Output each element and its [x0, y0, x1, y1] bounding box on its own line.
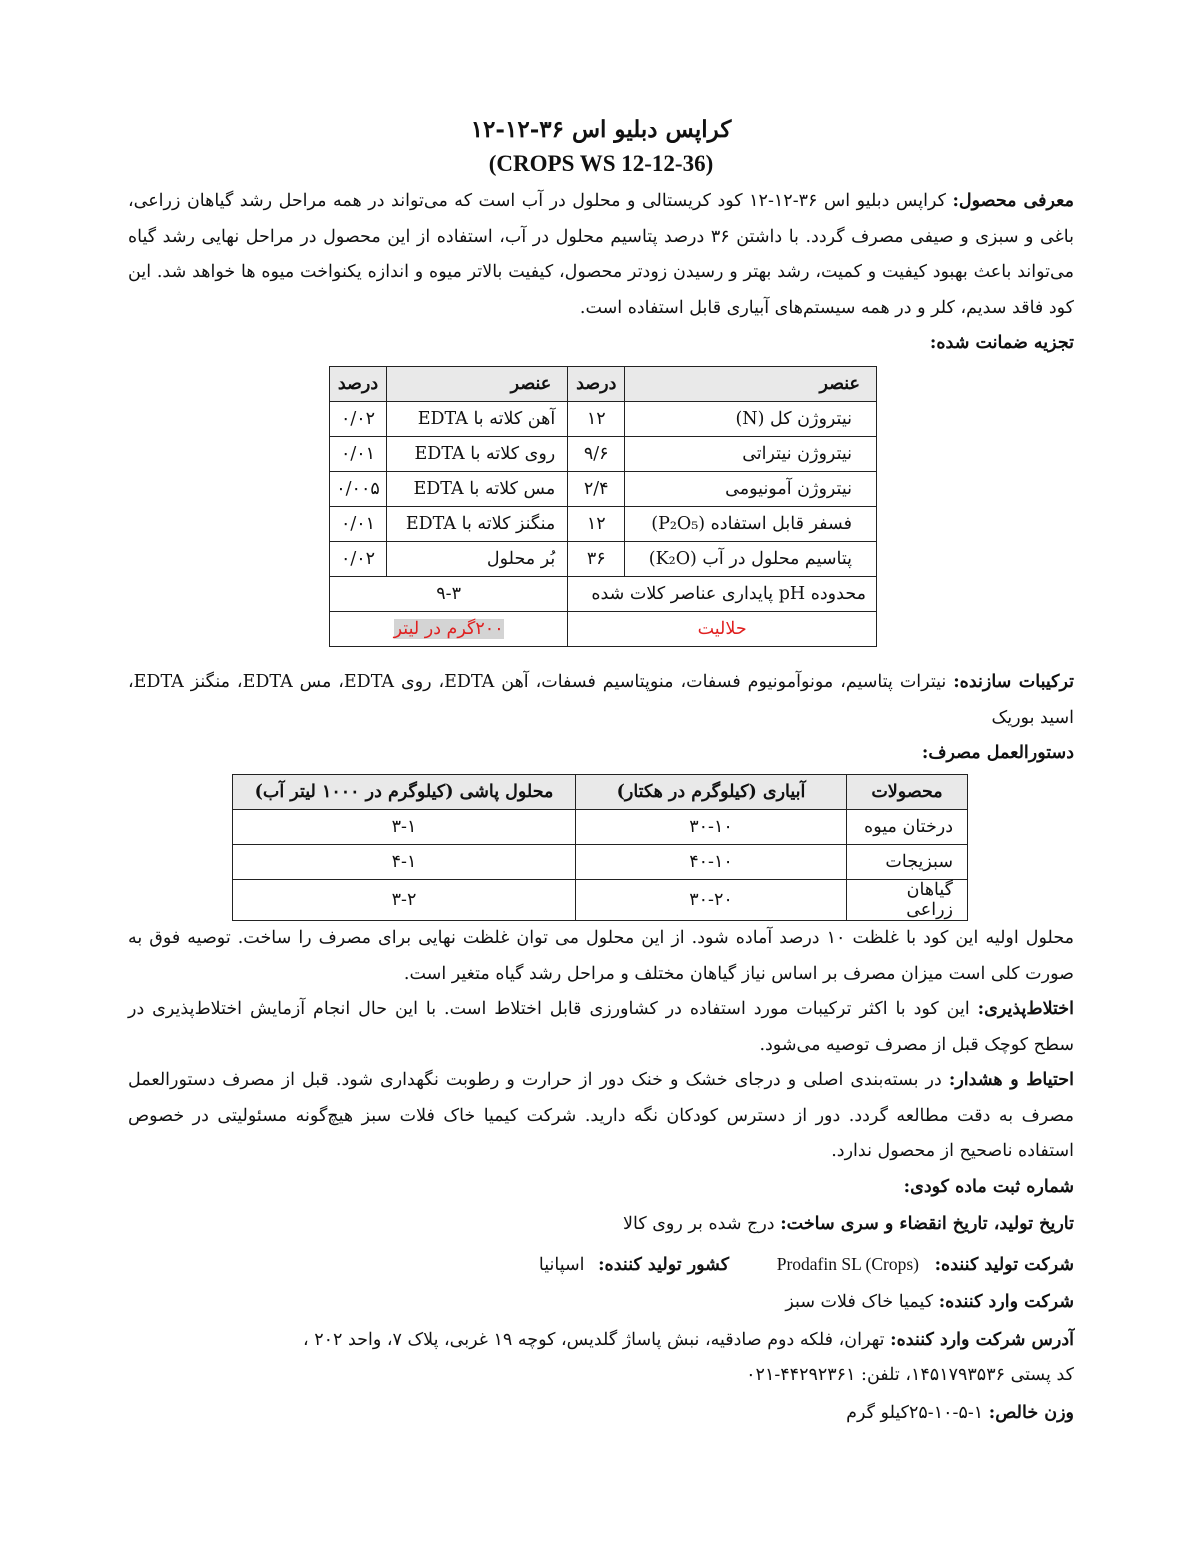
irrigation-cell: ۴۰-۱۰: [576, 845, 847, 880]
intro-paragraph: [128, 184, 1074, 326]
percent-cell: ۰/۰۱: [330, 437, 387, 472]
element-cell: آهن کلاته با EDTA: [387, 402, 568, 437]
element-cell: نیتروژن کل (N): [625, 402, 877, 437]
country-value: اسپانیا: [538, 1254, 585, 1275]
header-element: عنصر: [625, 367, 877, 402]
ph-label: محدوده pH پایداری عناصر کلات شده: [568, 577, 877, 612]
element-cell: منگنز کلاته با EDTA: [387, 507, 568, 542]
composition-label: ترکیبات سازنده:: [953, 672, 1074, 692]
element-cell: نیتروژن آمونیومی: [625, 472, 877, 507]
crop-cell: درختان میوه: [847, 810, 968, 845]
irrigation-cell: ۳۰-۲۰: [576, 880, 847, 921]
header-crops: محصولات: [847, 775, 968, 810]
percent-cell: ۲/۴: [568, 472, 625, 507]
table-header-row: [330, 367, 877, 402]
address-line1: تهران، فلکه دوم صادقیه، نبش پاساژ گلدیس، کوچه ۱۹ غربی، پلاک ۷، واحد ۲۰۲ ،: [303, 1329, 885, 1350]
header-percent: درصد: [330, 367, 387, 402]
element-cell: فسفر قابل استفاده (P₂O₅): [625, 507, 877, 542]
table-row: [330, 437, 877, 472]
address-label: آدرس شرکت وارد کننده:: [890, 1329, 1074, 1350]
table-row: [330, 542, 877, 577]
table-row: [233, 810, 968, 845]
guaranteed-analysis-heading: تجزیه ضمانت شده:: [929, 333, 1074, 353]
manufacturer-label: شرکت تولید کننده:: [934, 1254, 1074, 1275]
header-element: عنصر: [387, 367, 568, 402]
table-row: [233, 880, 968, 921]
percent-cell: ۱۲: [568, 402, 625, 437]
document-page: [128, 112, 1074, 1431]
registration-line: [128, 1170, 1074, 1206]
dates-line: [128, 1207, 1074, 1243]
percent-cell: ۱۲: [568, 507, 625, 542]
ph-row: [330, 577, 877, 612]
caution-text: در بسته‌بندی اصلی و درجای خشک و خنک دور از حرارت و رطوبت نگهداری شود. قبل از مصرف دستورالعمل مصرف به دقت مطالعه گردد. دور از دسترس کودکان نگه دارید. شرکت کیمیا خاک فلات سبز هیچ‌گونه مسئولیتی در خصوص استفاده ناصحیح از محصول ندارد.: [128, 1070, 1074, 1161]
ph-value: ۹-۳: [330, 577, 568, 612]
guaranteed-analysis-table: [329, 366, 877, 647]
table-row: [330, 402, 877, 437]
page-title-en: (CROPS WS 12-12-36): [488, 151, 714, 176]
percent-cell: ۰/۰۲: [330, 402, 387, 437]
manufacturer-line: [128, 1247, 1074, 1284]
weight-line: [128, 1396, 1074, 1432]
importer-value: کیمیا خاک فلات سبز: [785, 1292, 934, 1312]
address-line: [128, 1323, 1074, 1359]
table-header-row: [233, 775, 968, 810]
element-cell: روی کلاته با EDTA: [387, 437, 568, 472]
usage-heading: دستورالعمل مصرف:: [921, 743, 1074, 763]
caution-paragraph: [128, 1063, 1074, 1170]
weight-value: ۱-۵-۱۰-۲۵کیلو گرم: [846, 1402, 984, 1423]
header-irrigation: آبیاری (کیلوگرم در هکتار): [576, 775, 847, 810]
solubility-row: [330, 612, 877, 647]
percent-cell: ۳۶: [568, 542, 625, 577]
dates-value: درج شده بر روی کالا: [623, 1214, 775, 1234]
registration-label: شماره ثبت ماده کودی:: [903, 1176, 1074, 1197]
spray-cell: ۳-۲: [233, 880, 576, 921]
importer-line: [128, 1285, 1074, 1321]
manufacturer-value: Prodafin SL (Crops): [776, 1253, 919, 1274]
page-title: کراپس دبلیو اس ۳۶-۱۲-۱۲: [470, 116, 732, 143]
usage-note: محلول اولیه این کود با غلظت ۱۰ درصد آماده شود. از این محلول می توان غلظت نهایی برای مصرف را ساخت. توصیه فوق به صورت کلی است میزان مصرف بر اساس نیاز گیاهان مختلف و مراحل رشد گیاه متغیر است.: [128, 928, 1074, 984]
header-foliar-spray: محلول پاشی (کیلوگرم در ۱۰۰۰ لیتر آب): [233, 775, 576, 810]
crop-cell: گیاهان زراعی: [847, 880, 968, 921]
spray-cell: ۳-۱: [233, 810, 576, 845]
weight-label: وزن خالص:: [988, 1402, 1074, 1423]
table-row: [330, 472, 877, 507]
element-cell: بُر محلول: [387, 542, 568, 577]
element-cell: نیتروژن نیتراتی: [625, 437, 877, 472]
composition-text: نیترات پتاسیم، مونوآمونیوم فسفات، منوپتاسیم فسفات، آهن EDTA، روی EDTA، مس EDTA، منگنز EDTA، اسید بوریک: [128, 672, 1074, 728]
table-row: [233, 845, 968, 880]
percent-cell: ۹/۶: [568, 437, 625, 472]
compatibility-paragraph: [128, 992, 1074, 1063]
importer-label: شرکت وارد کننده:: [938, 1292, 1074, 1312]
percent-cell: ۰/۰۱: [330, 507, 387, 542]
crop-cell: سبزیجات: [847, 845, 968, 880]
percent-cell: ۰/۰۰۵: [330, 472, 387, 507]
spray-cell: ۴-۱: [233, 845, 576, 880]
compatibility-text: این کود با اکثر ترکیبات مورد استفاده در کشاورزی قابل اختلاط است. با این حال انجام آزمایش اختلاط‌پذیری در سطح کوچک قبل از مصرف توصیه می‌شود.: [128, 999, 1074, 1055]
compatibility-label: اختلاط‌پذیری:: [977, 999, 1074, 1019]
usage-table: [232, 774, 968, 921]
composition-paragraph: [128, 665, 1074, 736]
address-line-2: کد پستی ۱۴۵۱۷۹۳۵۳۶، تلفن: ۴۴۲۹۲۳۶۱-۰۲۱: [746, 1365, 1074, 1385]
header-percent: درصد: [568, 367, 625, 402]
solubility-label: حلالیت: [568, 612, 877, 647]
solubility-value: ۲۰۰گرم در لیتر: [393, 619, 504, 639]
dates-label: تاریخ تولید، تاریخ انقضاء و سری ساخت:: [780, 1214, 1074, 1234]
element-cell: پتاسیم محلول در آب (K₂O): [625, 542, 877, 577]
percent-cell: ۰/۰۲: [330, 542, 387, 577]
irrigation-cell: ۳۰-۱۰: [576, 810, 847, 845]
table-row: [330, 507, 877, 542]
intro-label: معرفی محصول:: [952, 191, 1074, 211]
element-cell: مس کلاته با EDTA: [387, 472, 568, 507]
intro-text: کراپس دبلیو اس ۳۶-۱۲-۱۲ کود کریستالی و محلول در آب است که می‌تواند در همه مراحل رشد گیاهان زراعی، باغی و سبزی و صیفی مصرف گردد. با داشتن ۳۶ درصد پتاسیم محلول در آب، استفاده از این محصول در مراحل نهایی رشد گیاه می‌تواند باعث بهبود کیفیت و کمیت، رشد بهتر و رسیدن زودتر محصول، کیفیت بالاتر میوه و اندازه یکنواخت میوه ها خواهد شد. این کود فاقد سدیم، کلر و در همه سیستم‌های آبیاری قابل استفاده است.: [128, 191, 1074, 318]
country-label: کشور تولید کننده:: [598, 1254, 730, 1275]
caution-label: احتیاط و هشدار:: [948, 1070, 1074, 1090]
